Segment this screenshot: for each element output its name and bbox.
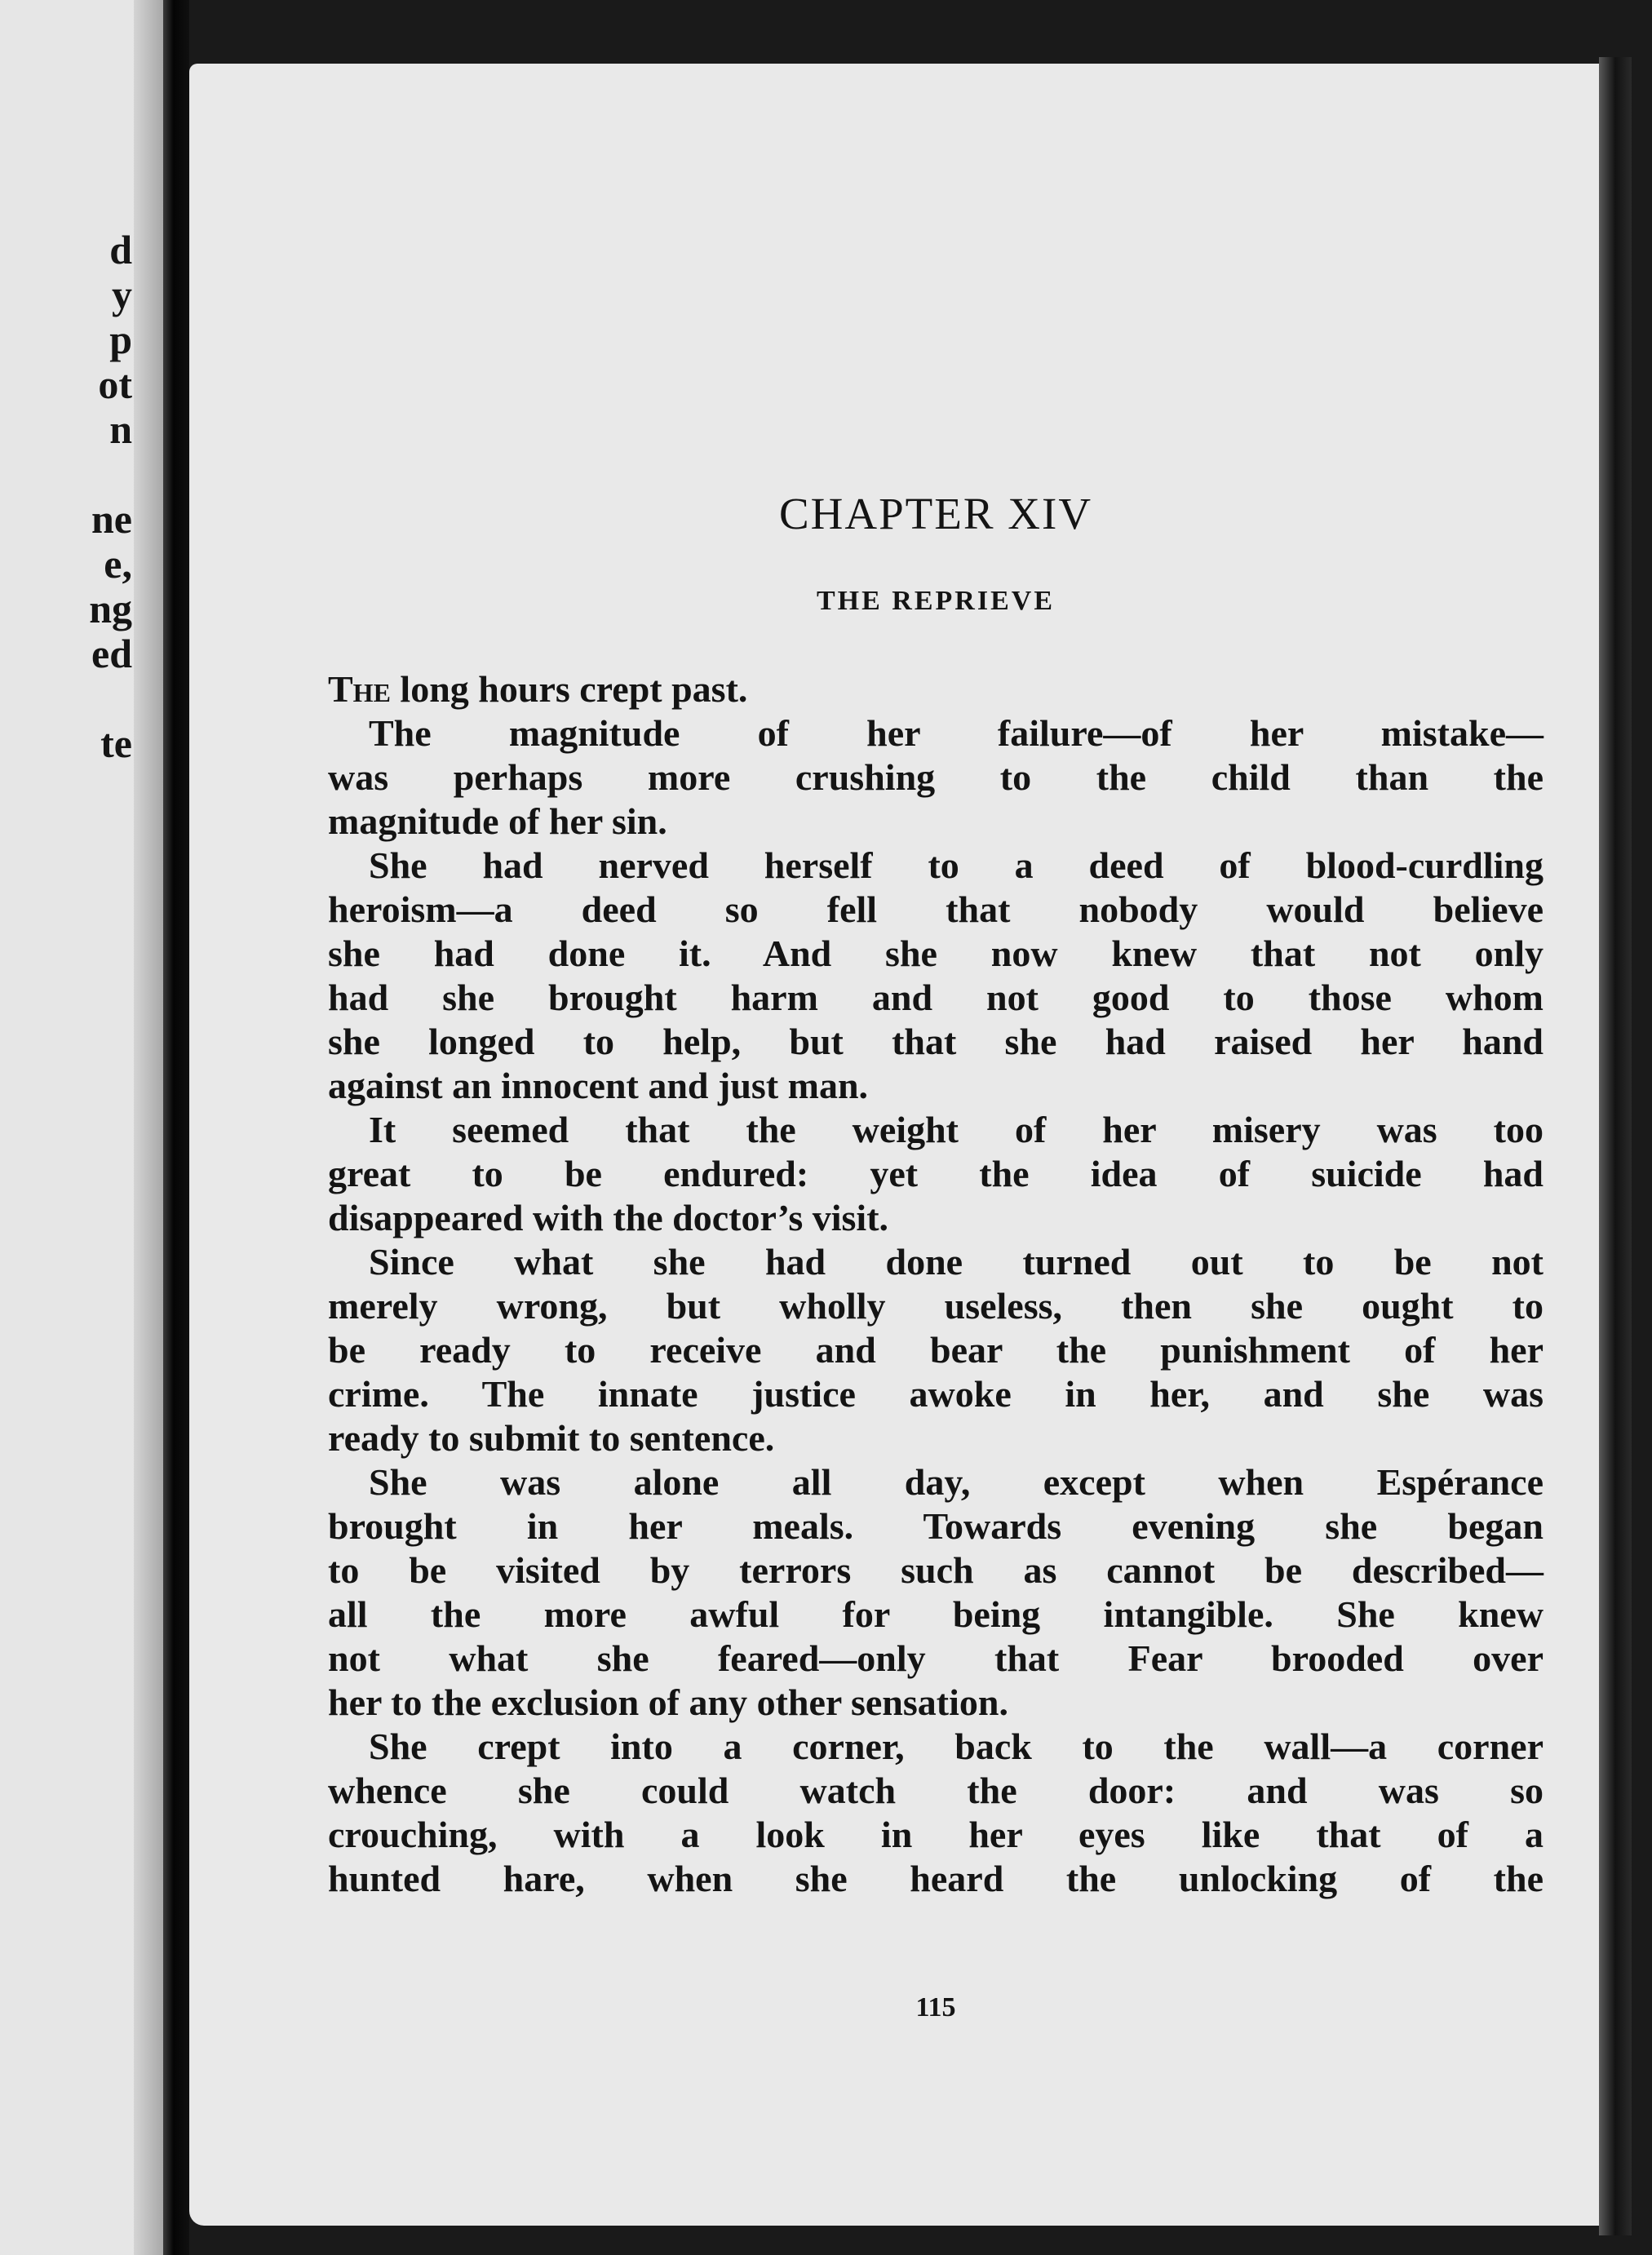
text-line: whence she could watch the door: and was so <box>328 1770 1543 1811</box>
page-number: 115 <box>915 1992 956 2022</box>
book-gutter <box>163 0 189 2255</box>
text-line: Since what she had done turned out to be not <box>369 1241 1543 1283</box>
facing-page-fragment-text: n <box>109 406 132 452</box>
paragraph <box>328 844 1543 1108</box>
facing-page-fragment-text: d <box>109 227 132 272</box>
text-line: heroism—a deed so fell that nobody would believe <box>328 888 1543 930</box>
facing-page-fragment-text: te <box>100 720 132 766</box>
text-line: long hours crept past. <box>400 668 748 710</box>
text-line: she longed to help, but that she had raised her hand <box>328 1021 1543 1062</box>
drop-lead-word: The <box>328 668 391 710</box>
text-line: It seemed that the weight of her misery was too <box>369 1109 1543 1150</box>
text-line: hunted hare, when she heard the unlocking of the <box>328 1858 1543 1899</box>
text-line: She had nerved herself to a deed of blood-curdling <box>369 844 1543 886</box>
text-line: to be visited by terrors such as cannot be described— <box>328 1549 1543 1591</box>
text-line: all the more awful for being intangible. She knew <box>328 1593 1543 1635</box>
chapter-title: CHAPTER XIV <box>778 489 1093 538</box>
facing-page-fragment-text: ne <box>91 496 132 542</box>
text-line: brought in her meals. Towards evening she began <box>328 1505 1543 1547</box>
text-line: magnitude of her sin. <box>328 800 667 842</box>
facing-page-fragment-text: ed <box>91 631 132 676</box>
chapter-subtitle: THE REPRIEVE <box>817 586 1055 616</box>
body-text <box>328 667 1543 1901</box>
paragraph <box>328 1460 1543 1725</box>
text-line: The magnitude of her failure—of her mistake— <box>369 712 1543 754</box>
facing-page-fragment-text: ot <box>98 361 132 407</box>
facing-page-fragment-text: e, <box>104 541 132 587</box>
text-line: merely wrong, but wholly useless, then she ought to <box>328 1285 1543 1327</box>
paragraph <box>328 1725 1543 1901</box>
page-curve-shadow <box>134 0 163 2255</box>
text-line: her to the exclusion of any other sensation. <box>328 1681 1008 1723</box>
paragraph <box>328 1240 1543 1460</box>
text-line: be ready to receive and bear the punishment of her <box>328 1329 1543 1371</box>
facing-page-fragment-text: y <box>112 272 132 317</box>
text-line: had she brought harm and not good to those whom <box>328 977 1543 1018</box>
text-line: she had done it. And she now knew that not only <box>328 933 1543 974</box>
text-line: was perhaps more crushing to the child than the <box>328 756 1543 798</box>
paragraph <box>328 1108 1543 1240</box>
paragraph <box>328 711 1543 844</box>
text-line: She crept into a corner, back to the wall—a corner <box>369 1726 1543 1767</box>
paragraph <box>328 667 1543 711</box>
text-line: ready to submit to sentence. <box>328 1417 775 1459</box>
facing-page-fragment-text: p <box>109 317 132 362</box>
text-line: crouching, with a look in her eyes like that of a <box>328 1814 1543 1855</box>
text-line: disappeared with the doctor’s visit. <box>328 1197 889 1238</box>
facing-page-fragment-text: ng <box>89 586 132 631</box>
page-edge-shadow <box>1599 57 1632 2235</box>
text-line: against an innocent and just man. <box>328 1065 869 1106</box>
text-line: crime. The innate justice awoke in her, and she was <box>328 1373 1543 1415</box>
text-line: She was alone all day, except when Espérance <box>369 1461 1543 1503</box>
text-line: not what she feared—only that Fear brooded over <box>328 1637 1543 1679</box>
book-page <box>189 64 1609 2226</box>
facing-page-fragment <box>0 0 163 2255</box>
text-line: great to be endured: yet the idea of suicide had <box>328 1153 1543 1194</box>
